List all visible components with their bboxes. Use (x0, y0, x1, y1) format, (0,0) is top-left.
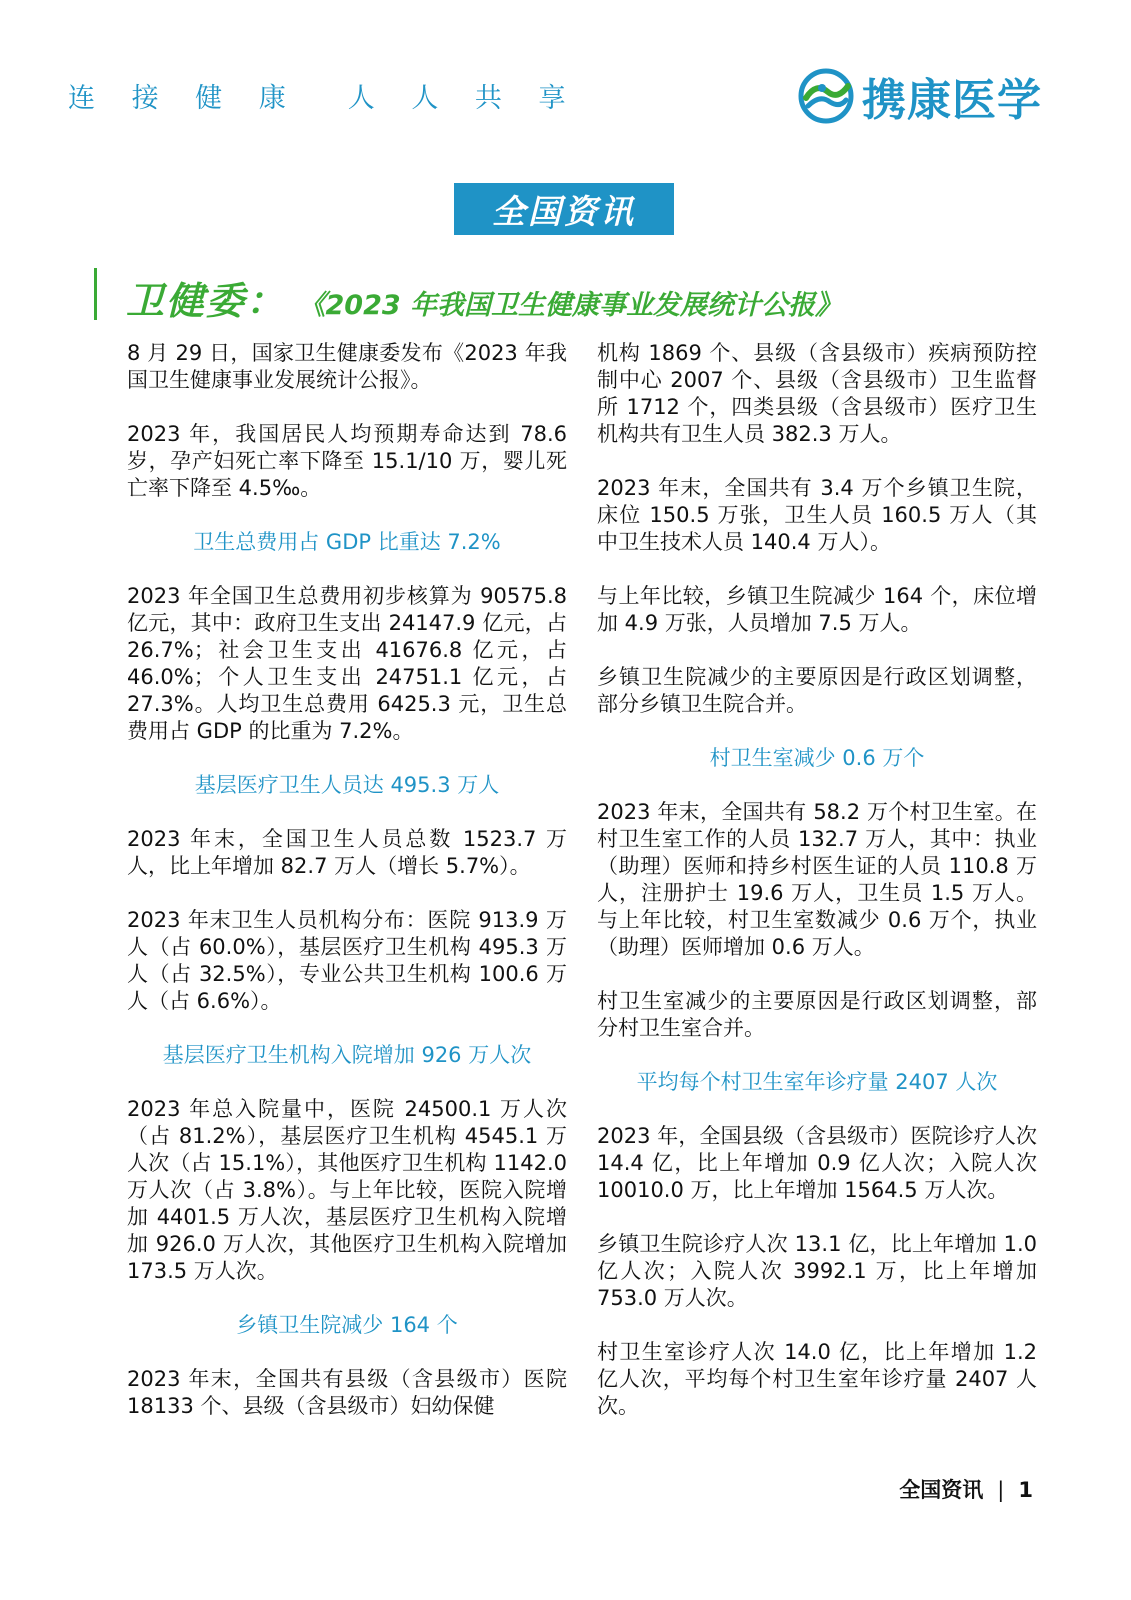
footer-section: 全国资讯 (899, 1478, 984, 1502)
slogan (68, 76, 580, 115)
paragraph: 8 月 29 日，国家卫生健康委发布《2023 年我国卫生健康事业发展统计公报》。 (127, 341, 567, 392)
paragraph: 2023 年末卫生人员机构分布：医院 913.9 万人（占 60.0%），基层医疗卫生机构 495.3 万人（占 32.5%），专业公共卫生机构 100.6 万人（占 6.6%）。 (127, 908, 567, 1013)
paragraph: 2023 年末，全国共有 3.4 万个乡镇卫生院，床位 150.5 万张，卫生人员 160.5 万人（其中卫生技术人员 140.4 万人）。 (597, 476, 1037, 554)
paragraph: 与上年比较，乡镇卫生院减少 164 个，床位增加 4.9 万张，人员增加 7.5 万人。 (597, 584, 1037, 635)
paragraph: 2023 年末，全国共有 58.2 万个村卫生室。在村卫生室工作的人员 132.7 万人，其中：执业（助理）医师和持乡村医生证的人员 110.8 万人，注册护士 19.6 万人，卫生员 1.5 万人。与上年比较，村卫生室数减少 0.6 万个，执业（助理）医师增加 0.6 万人。 (597, 800, 1037, 959)
left-column (127, 340, 567, 1447)
paragraph: 2023 年，全国县级（含县级市）医院诊疗人次 14.4 亿，比上年增加 0.9 亿人次；入院人次 10010.0 万，比上年增加 1564.5 万人次。 (597, 1124, 1037, 1202)
section-badge: 全国资讯 (454, 183, 674, 235)
slogan-left: 连 接 健 康 (68, 83, 300, 114)
paragraph: 村卫生室诊疗人次 14.0 亿，比上年增加 1.2 亿人次，平均每个村卫生室年诊疗量 2407 人次。 (597, 1340, 1037, 1418)
page-number: 1 (1018, 1478, 1033, 1502)
article-title-name: 《2023 年我国卫生健康事业发展统计公报》 (312, 290, 843, 321)
page-footer: 全国资讯 | 1 (899, 1478, 1033, 1502)
paragraph: 村卫生室减少的主要原因是行政区划调整，部分村卫生室合并。 (597, 989, 1037, 1040)
section-heading: 乡镇卫生院减少 164 个 (236, 1313, 458, 1337)
right-column (597, 340, 1037, 1447)
logo-text: 携康医学 (862, 75, 1042, 126)
article-title (126, 270, 842, 325)
paragraph: 乡镇卫生院诊疗人次 13.1 亿，比上年增加 1.0 亿人次；入院人次 3992.1 万，比上年增加 753.0 万人次。 (597, 1232, 1037, 1310)
section-heading: 村卫生室减少 0.6 万个 (709, 746, 925, 770)
article-title-source: 卫健委： (126, 279, 287, 323)
xiekang-globe-logo-icon (798, 68, 854, 124)
section-heading: 平均每个村卫生室年诊疗量 2407 人次 (636, 1070, 998, 1094)
paragraph: 2023 年全国卫生总费用初步核算为 90575.8 亿元，其中：政府卫生支出 24147.9 亿元，占 26.7%；社会卫生支出 41676.8 亿元，占 46.0%；个人卫生支出 24751.1 亿元，占 27.3%。人均卫生总费用 6425.3 元，卫生总费用占 GDP 的比重为 7.2%。 (127, 584, 567, 743)
brand-logo (798, 66, 1042, 126)
paragraph: 2023 年总入院量中，医院 24500.1 万人次（占 81.2%），基层医疗卫生机构 4545.1 万人次（占 15.1%），其他医疗卫生机构 1142.0 万人次（占 3.8%）。与上年比较，医院入院增加 4401.5 万人次，基层医疗卫生机构入院增加 926.0 万人次，其他医疗卫生机构入院增加 173.5 万人次。 (127, 1097, 567, 1283)
slogan-right: 人 人 共 享 (347, 83, 580, 114)
paragraph: 机构 1869 个、县级（含县级市）疾病预防控制中心 2007 个、县级（含县级市）卫生监督所 1712 个，四类县级（含县级市）医疗卫生机构共有卫生人员 382.3 万人。 (597, 341, 1037, 446)
paragraph: 2023 年末，全国卫生人员总数 1523.7 万人，比上年增加 82.7 万人（增长 5.7%）。 (127, 827, 567, 878)
section-heading: 卫生总费用占 GDP 比重达 7.2% (193, 530, 501, 554)
section-heading: 基层医疗卫生人员达 495.3 万人 (194, 773, 500, 797)
paragraph: 乡镇卫生院减少的主要原因是行政区划调整，部分乡镇卫生院合并。 (597, 665, 1037, 716)
section-heading: 基层医疗卫生机构入院增加 926 万人次 (162, 1043, 532, 1067)
paragraph: 2023 年，我国居民人均预期寿命达到 78.6 岁，孕产妇死亡率下降至 15.1/10 万，婴儿死亡率下降至 4.5‰。 (127, 422, 567, 500)
title-accent-bar (94, 268, 97, 320)
paragraph: 2023 年末，全国共有县级（含县级市）医院 18133 个、县级（含县级市）妇幼保健 (127, 1367, 567, 1418)
